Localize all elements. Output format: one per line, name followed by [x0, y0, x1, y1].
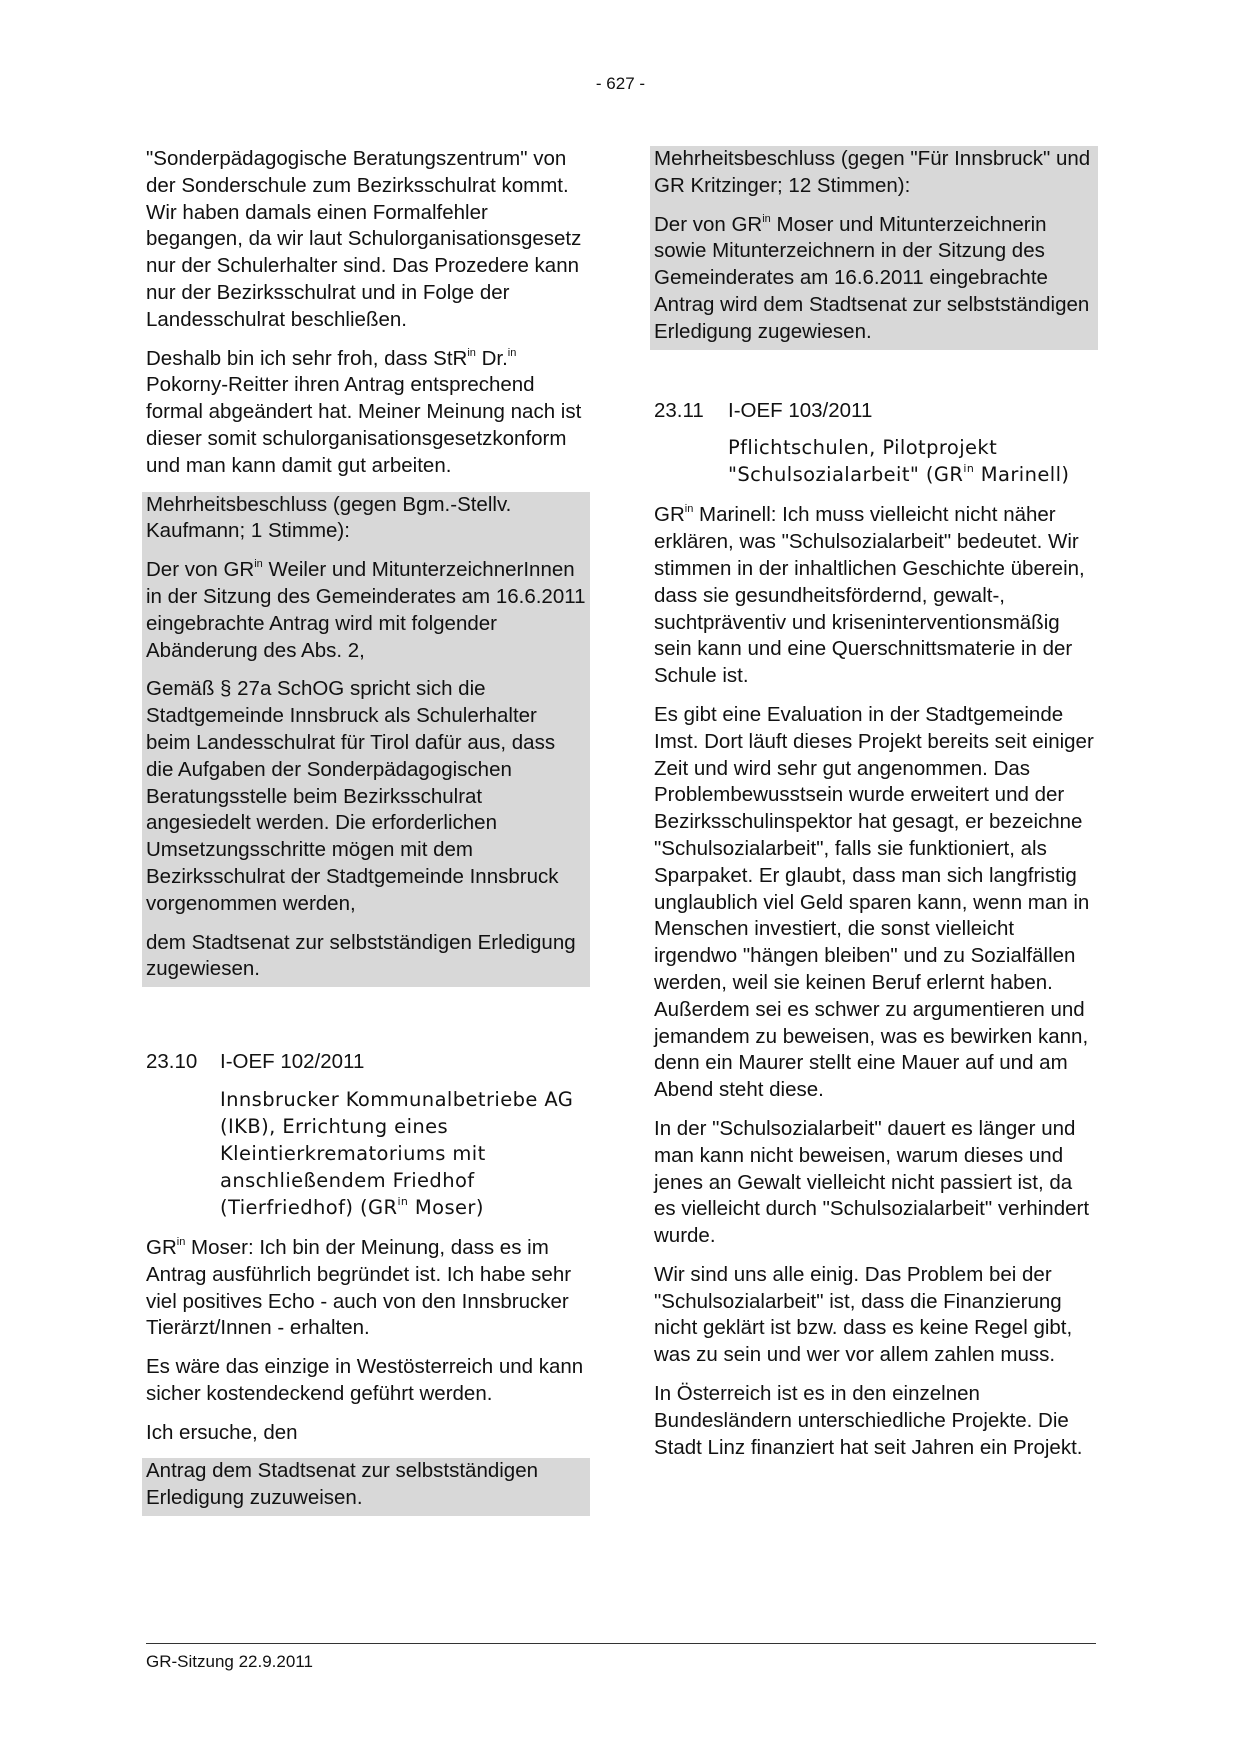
agenda-item-title: Pflichtschulen, Pilotprojekt "Schulsozialarbeit" ($GR^{in}$ Marinell) — [728, 436, 1070, 487]
resolution-text: dem Stadtsenat zur selbstständigen Erledigung zugewiesen. — [146, 930, 576, 981]
page-number: - 627 - — [595, 74, 646, 93]
resolution-vote: Mehrheitsbeschluss (gegen "Für Innsbruck" und GR Kritzinger; 12 Stimmen): — [654, 147, 1091, 197]
resolution-box — [142, 1458, 590, 1516]
resolution-vote: Mehrheitsbeschluss (gegen Bgm.-Stellv. Kaufmann; 1 Stimme): — [146, 492, 512, 543]
left-column — [146, 146, 586, 1516]
resolution-box — [142, 492, 590, 988]
paragraph: "Sonderpädagogische Beratungszentrum" von der Sonderschule zum Bezirksschulrat kommt. Wir haben damals einen Formalfehler begangen, da wir laut Schulorganisationsgesetz nur der Schulerhalter sind. Das Prozedere kann nur der Bezirksschulrat und in Folge der Landesschulrat beschließen. — [146, 147, 582, 331]
agenda-item-code: I-OEF 102/2011 — [220, 1050, 365, 1074]
paragraph: Es gibt eine Evaluation in der Stadtgemeinde Imst. Dort läuft dieses Projekt bereits seit einiger Zeit und wird sehr gut angenommen. Das Problembewusstsein wurde erweitert und der Bezirksschulinspektor hat gesagt, er bezeichne "Schulsozialarbeit", falls sie funktioniert, als Sparpaket. Er glaubt, dass man sich langfristig unglaublich viel Geld sparen kann, wenn man in Menschen investiert, die sonst vielleicht irgendwo "hängen bleiben" und zu Sozialfällen werden, weil sie keinen Beruf erlernt haben. Außerdem sei es schwer zu argumentieren und jemandem zu beweisen, was es bewirken kann, denn ein Maurer stellt eine Mauer auf und am Abend steht diese. — [654, 702, 1094, 1102]
agenda-item-title: Innsbrucker Kommunalbetriebe AG (IKB), Errichtung eines Kleintierkrematoriums mit anschließendem Friedhof (Tierfriedhof) ($GR^{in}$ Moser) — [220, 1087, 574, 1219]
right-column — [654, 146, 1094, 1473]
paragraph: Deshalb bin ich sehr froh, dass StR$^{in}$ Dr.$^{in}$ Pokorny-Reitter ihren Antrag entsprechend formal abgeändert hat. Meiner Meinung nach ist dieser somit schulorganisationsgesetzkonform und man kann damit gut arbeiten. — [146, 346, 582, 477]
resolution-text: Gemäß § 27a SchOG spricht sich die Stadtgemeinde Innsbruck als Schulerhalter beim Landesschulrat für Tirol dafür aus, dass die Aufgaben der Sonderpädagogischen Beratungsstelle beim Bezirksschulrat angesiedelt werden. Die erforderlichen Umsetzungsschritte mögen mit dem Bezirksschulrat der Stadtgemeinde Innsbruck vorgenommen werden, — [146, 677, 559, 915]
paragraph: $GR^{in}$ Marinell: Ich muss vielleicht nicht näher erklären, was "Schulsozialarbeit" bedeutet. Wir stimmen in der inhaltlichen Geschichte überein, dass sie gesundheitsfördernd, gewalt-, suchtpräventiv und kriseninterventionsmäßig sein kann und eine Querschnittsmaterie in der Schule ist. — [654, 503, 1085, 688]
paragraph: Wir sind uns alle einig. Das Problem bei der "Schulsozialarbeit" ist, dass die Finanzierung nicht geklärt ist bzw. dass es keine Regel gibt, was zu sein und wer vor allem zahlen muss. — [654, 1262, 1073, 1367]
paragraph: Ich ersuche, den — [146, 1420, 298, 1444]
agenda-item-heading — [146, 1049, 586, 1076]
paragraph: $GR^{in}$ Moser: Ich bin der Meinung, dass es im Antrag ausführlich begründet ist. Ich habe sehr viel positives Echo - auch von den Innsbrucker Tierärzt/Innen - erhalten. — [146, 1235, 572, 1340]
agenda-item-number: 23.11 — [654, 398, 704, 422]
agenda-item-heading — [654, 398, 1094, 425]
agenda-item-code: I-OEF 103/2011 — [728, 398, 873, 422]
paragraph: Es wäre das einzige in Westösterreich und kann sicher kostendeckend geführt werden. — [146, 1355, 584, 1405]
resolution-text: Der von $GR^{in}$ Moser und Mitunterzeichnerin sowie Mitunterzeichnern in der Sitzung des Gemeinderates am 16.6.2011 eingebrachte Antrag wird dem Stadtsenat zur selbstständigen Erledigung zugewiesen. — [654, 212, 1090, 343]
footer-label: GR-Sitzung 22.9.2011 — [146, 1652, 313, 1671]
agenda-item-number: 23.10 — [146, 1050, 198, 1074]
resolution-text: Der von $GR^{in}$ Weiler und MitunterzeichnerInnen in der Sitzung des Gemeinderates am 16.6.2011 eingebrachte Antrag wird mit folgender Abänderung des Abs. 2, — [146, 558, 586, 662]
paragraph: In der "Schulsozialarbeit" dauert es länger und man kann nicht beweisen, warum dieses und jenes an Gewalt vielleicht nicht passiert ist, da es vielleicht durch "Schulsozialarbeit" verhindert wurde. — [654, 1116, 1090, 1248]
paragraph: In Österreich ist es in den einzelnen Bundesländern unterschiedliche Projekte. Die Stadt Linz finanziert hat seit Jahren ein Projekt. — [654, 1382, 1083, 1459]
resolution-text: Antrag dem Stadtsenat zur selbstständigen Erledigung zuzuweisen. — [146, 1459, 539, 1510]
footer-divider — [146, 1643, 1096, 1644]
resolution-box — [650, 146, 1098, 350]
